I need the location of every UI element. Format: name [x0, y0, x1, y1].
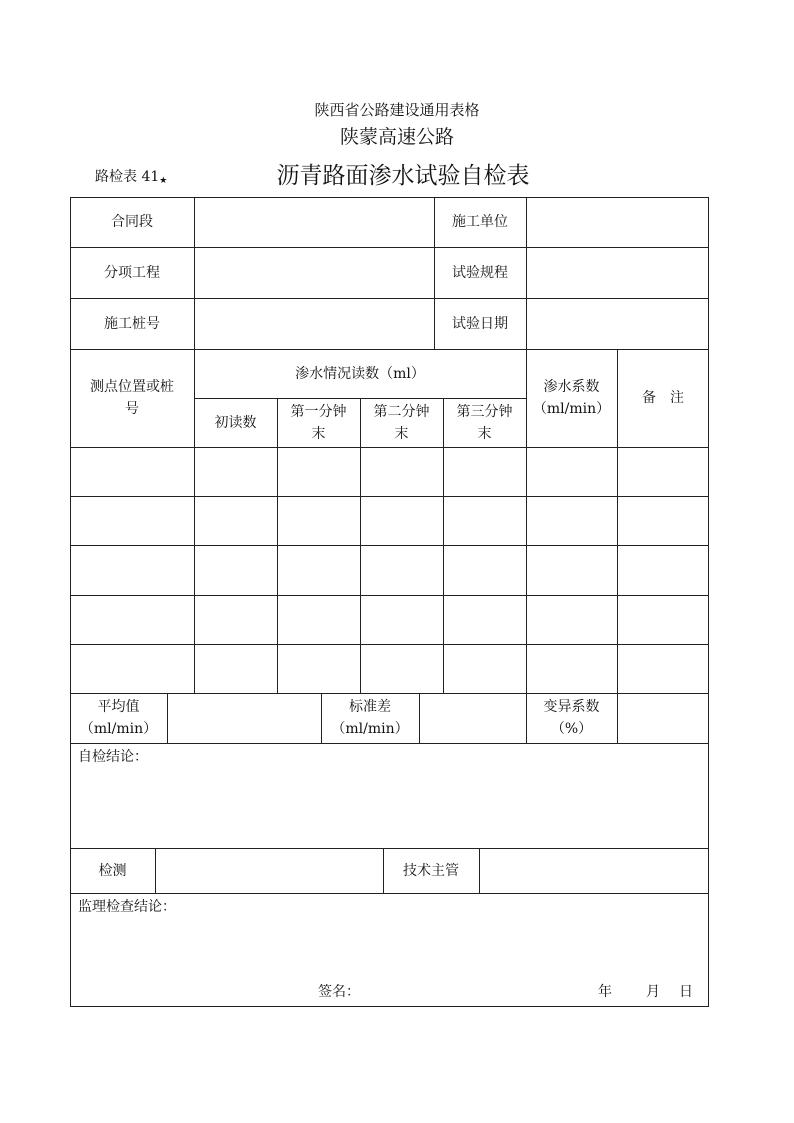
- minute3-header: [443, 398, 526, 447]
- tech-manager-label: [383, 848, 479, 893]
- data-cell[interactable]: [360, 644, 443, 693]
- data-cell[interactable]: [277, 545, 360, 595]
- test-date-label: [434, 298, 526, 349]
- std-field[interactable]: [419, 693, 526, 743]
- std-label: [321, 693, 419, 743]
- minute1-header: [277, 398, 360, 447]
- mean-label: [70, 693, 167, 743]
- data-cell[interactable]: [443, 545, 526, 595]
- form-number-text: 路检表 41: [95, 169, 160, 185]
- row-divider: [70, 893, 709, 894]
- coefficient-header: [526, 349, 617, 447]
- cv-field[interactable]: [617, 693, 709, 743]
- contractor-field[interactable]: [526, 197, 709, 247]
- subitem-label: [70, 247, 194, 298]
- project-name: 陕蒙高速公路: [339, 126, 454, 148]
- data-cell[interactable]: [277, 644, 360, 693]
- data-cell[interactable]: [360, 447, 443, 496]
- supervision-field[interactable]: [70, 916, 709, 976]
- location-header-line1: 测点位置或桩: [90, 379, 174, 395]
- minute3-header-line1: 第三分钟: [456, 403, 513, 420]
- data-cell[interactable]: [443, 595, 526, 644]
- data-cell[interactable]: [526, 545, 617, 595]
- station-field[interactable]: [194, 298, 434, 349]
- subitem-field[interactable]: [194, 247, 434, 298]
- minute1-header-line2: 末: [311, 425, 326, 442]
- minute2-header-line1: 第二分钟: [373, 403, 430, 420]
- mean-label-line1: 平均值: [97, 699, 140, 715]
- test-date-label-text: 试验日期: [452, 315, 508, 332]
- minute3-header-line2: 末: [477, 425, 492, 442]
- initial-header-text: 初读数: [214, 414, 257, 431]
- test-date-field[interactable]: [526, 298, 709, 349]
- data-cell[interactable]: [194, 447, 277, 496]
- data-cell[interactable]: [526, 595, 617, 644]
- contract-label-text: 合同段: [111, 214, 153, 230]
- location-header: [70, 363, 194, 433]
- data-cell[interactable]: [360, 496, 443, 545]
- page-title: 沥青路面渗水试验自检表: [276, 163, 530, 189]
- data-cell[interactable]: [194, 644, 277, 693]
- data-cell[interactable]: [617, 595, 709, 644]
- data-cell[interactable]: [194, 545, 277, 595]
- inspector-label: [70, 848, 155, 893]
- self-check-label: 自检结论：: [78, 749, 148, 765]
- data-cell[interactable]: [617, 496, 709, 545]
- data-cell[interactable]: [360, 545, 443, 595]
- data-cell[interactable]: [526, 644, 617, 693]
- data-cell[interactable]: [70, 644, 194, 693]
- data-cell[interactable]: [617, 545, 709, 595]
- std-label-line1: 标准差: [349, 699, 391, 715]
- cv-label-line2: （%）: [550, 721, 593, 737]
- contractor-label-text: 施工单位: [452, 214, 508, 230]
- minute1-header-line1: 第一分钟: [290, 403, 347, 420]
- inspector-label-text: 检测: [98, 862, 127, 879]
- self-check-field[interactable]: [70, 766, 709, 848]
- data-cell[interactable]: [277, 447, 360, 496]
- data-cell[interactable]: [443, 447, 526, 496]
- contract-label: [70, 197, 194, 247]
- year-label: 年: [598, 984, 612, 1000]
- tech-manager-field[interactable]: [479, 848, 709, 893]
- data-cell[interactable]: [526, 496, 617, 545]
- contractor-label: [434, 197, 526, 247]
- signature-label: 签名：: [318, 984, 360, 1000]
- data-cell[interactable]: [443, 496, 526, 545]
- inspector-field[interactable]: [155, 848, 383, 893]
- test-spec-label: [434, 247, 526, 298]
- station-label: [70, 298, 194, 349]
- day-label: 日: [679, 984, 693, 1000]
- cv-label-line1: 变异系数: [543, 699, 600, 715]
- remark-header: [617, 349, 709, 447]
- data-cell[interactable]: [70, 595, 194, 644]
- location-header-line2: 号: [125, 401, 139, 417]
- coefficient-header-line2: （ml/min）: [532, 401, 611, 417]
- contract-field[interactable]: [194, 197, 434, 247]
- subitem-label-text: 分项工程: [104, 264, 160, 281]
- test-spec-field[interactable]: [526, 247, 709, 298]
- readings-header: [194, 349, 526, 398]
- initial-header: [194, 398, 277, 447]
- coefficient-header-line1: 渗水系数: [543, 379, 600, 395]
- cv-label: [526, 693, 617, 743]
- supervision-label: 监理检查结论：: [78, 899, 176, 915]
- data-cell[interactable]: [443, 644, 526, 693]
- data-cell[interactable]: [617, 644, 709, 693]
- station-label-text: 施工桩号: [104, 315, 160, 332]
- minute2-header: [360, 398, 443, 447]
- data-cell[interactable]: [617, 447, 709, 496]
- month-label: 月: [646, 984, 660, 1000]
- data-cell[interactable]: [526, 447, 617, 496]
- data-cell[interactable]: [277, 595, 360, 644]
- readings-header-text: 渗水情况读数（ml）: [295, 365, 425, 382]
- std-label-line2: （ml/min）: [331, 721, 409, 737]
- row-divider: [70, 743, 709, 744]
- minute2-header-line2: 末: [394, 425, 409, 442]
- data-cell[interactable]: [194, 595, 277, 644]
- data-cell[interactable]: [70, 447, 194, 496]
- data-cell[interactable]: [277, 496, 360, 545]
- data-cell[interactable]: [70, 545, 194, 595]
- mean-field[interactable]: [167, 693, 321, 743]
- star-icon: ★: [159, 176, 168, 186]
- remark-header-text: 备 注: [642, 390, 684, 406]
- data-cell[interactable]: [194, 496, 277, 545]
- mean-label-line2: （ml/min）: [79, 721, 158, 737]
- data-cell[interactable]: [360, 595, 443, 644]
- test-spec-label-text: 试验规程: [452, 264, 508, 281]
- form-series-title: 陕西省公路建设通用表格: [314, 101, 480, 119]
- tech-manager-label-text: 技术主管: [403, 862, 459, 879]
- data-cell[interactable]: [70, 496, 194, 545]
